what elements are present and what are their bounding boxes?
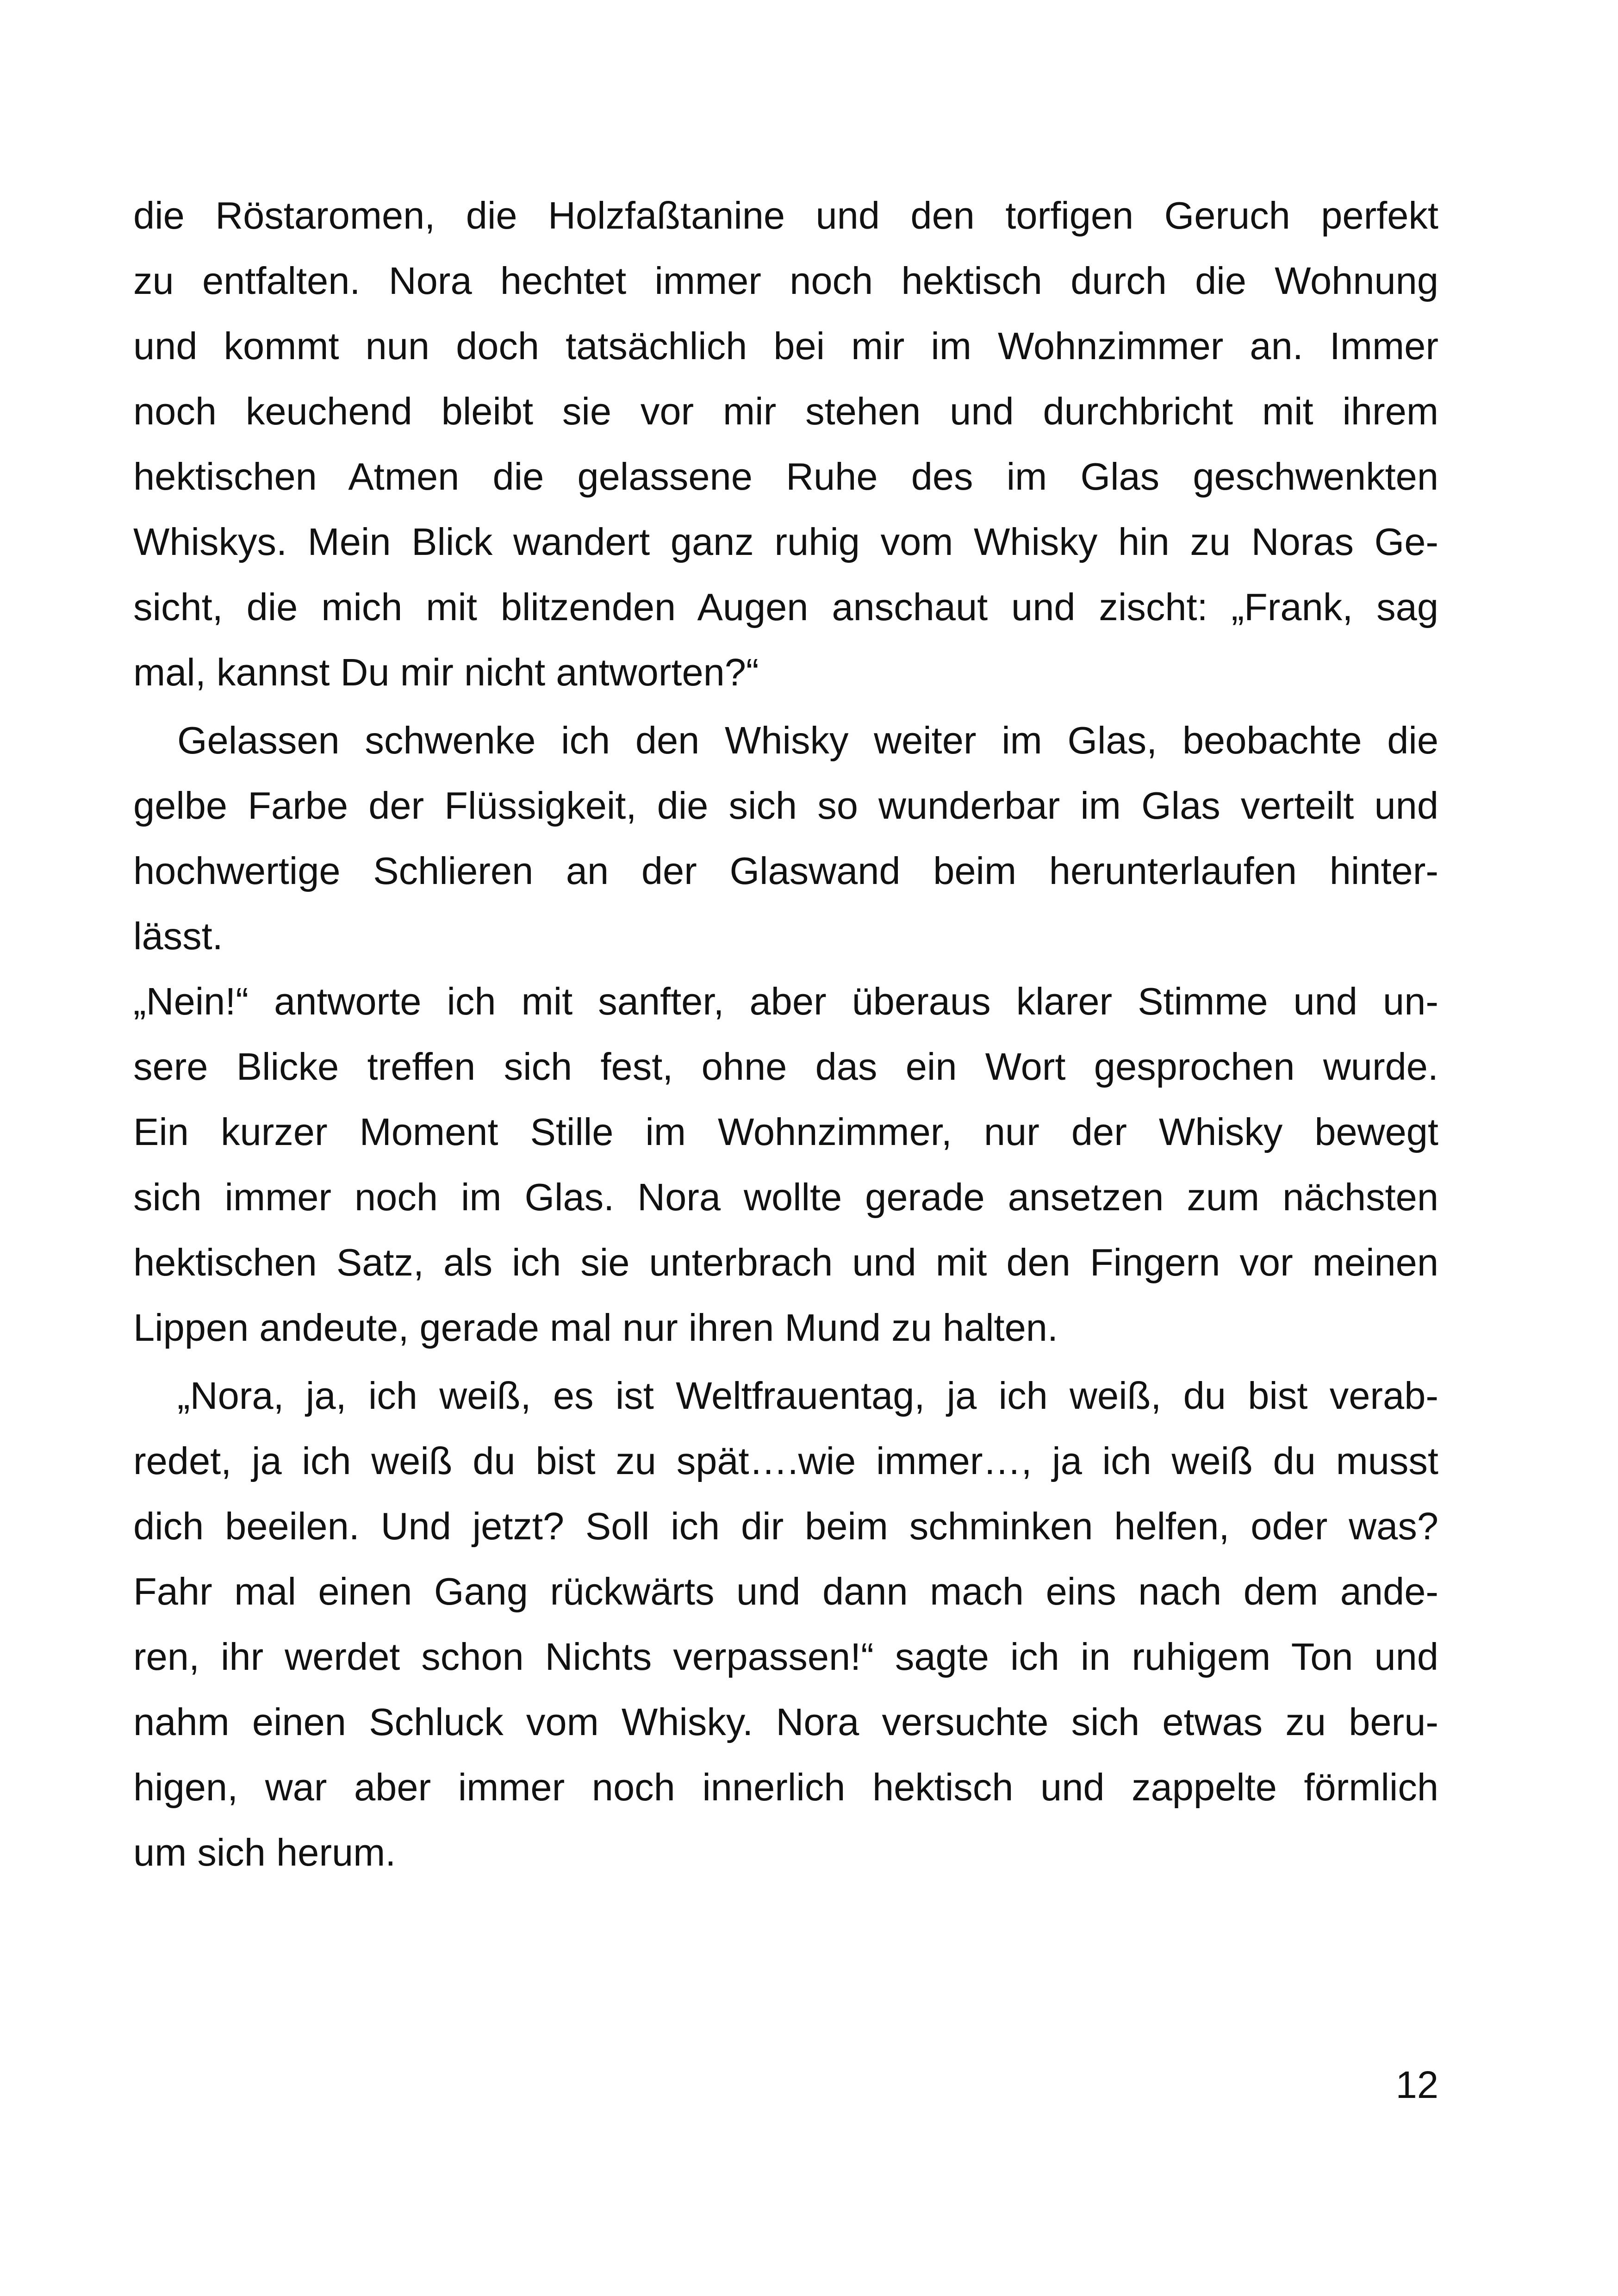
body-text bbox=[133, 183, 1438, 1885]
paragraph-4 bbox=[133, 1363, 1438, 1885]
text-line: ren, ihr werdet schon Nichts verpassen!“ sagte ich in ruhigem Ton und bbox=[133, 1635, 1438, 1678]
paragraph-1 bbox=[133, 183, 1438, 705]
text-line: die Röstaromen, die Holzfaßtanine und den torfigen Geruch perfekt bbox=[133, 194, 1438, 237]
text-line: hektischen Atmen die gelassene Ruhe des im Glas geschwenkten bbox=[133, 455, 1438, 498]
text-line: mal, kannst Du mir nicht antworten?“ bbox=[133, 651, 759, 694]
text-line: hektischen Satz, als ich sie unterbrach und mit den Fingern vor meinen bbox=[133, 1241, 1438, 1284]
text-line: „Nein!“ antworte ich mit sanfter, aber überaus klarer Stimme und un- bbox=[133, 980, 1438, 1023]
text-line: nahm einen Schluck vom Whisky. Nora versuchte sich etwas zu beru- bbox=[133, 1700, 1438, 1743]
text-line: Lippen andeute, gerade mal nur ihren Mund zu halten. bbox=[133, 1306, 1058, 1349]
text-line: „Nora, ja, ich weiß, es ist Weltfrauentag, ja ich weiß, du bist verab- bbox=[177, 1374, 1438, 1417]
text-line: higen, war aber immer noch innerlich hektisch und zappelte förmlich bbox=[133, 1766, 1438, 1809]
text-line: sicht, die mich mit blitzenden Augen anschaut und zischt: „Frank, sag bbox=[133, 585, 1438, 628]
text-line: hochwertige Schlieren an der Glaswand beim herunterlaufen hinter- bbox=[133, 849, 1438, 892]
text-line: Ein kurzer Moment Stille im Wohnzimmer, nur der Whisky bewegt bbox=[133, 1110, 1438, 1153]
text-line: Fahr mal einen Gang rückwärts und dann mach eins nach dem ande- bbox=[133, 1570, 1438, 1613]
text-line: gelbe Farbe der Flüssigkeit, die sich so wunderbar im Glas verteilt und bbox=[133, 784, 1438, 827]
text-line: um sich herum. bbox=[133, 1831, 396, 1874]
text-line: Whiskys. Mein Blick wandert ganz ruhig vom Whisky hin zu Noras Ge- bbox=[133, 520, 1438, 563]
text-line: zu entfalten. Nora hechtet immer noch hektisch durch die Wohnung bbox=[133, 259, 1438, 302]
text-line: sere Blicke treffen sich fest, ohne das ein Wort gesprochen wurde. bbox=[133, 1045, 1438, 1088]
text-line: dich beeilen. Und jetzt? Soll ich dir beim schminken helfen, oder was? bbox=[133, 1505, 1438, 1548]
text-line: und kommt nun doch tatsächlich bei mir im Wohnzimmer an. Immer bbox=[133, 324, 1438, 367]
text-line: Gelassen schwenke ich den Whisky weiter im Glas, beobachte die bbox=[177, 719, 1438, 762]
text-line: redet, ja ich weiß du bist zu spät….wie immer…, ja ich weiß du musst bbox=[133, 1439, 1438, 1482]
text-line: noch keuchend bleibt sie vor mir stehen und durchbricht mit ihrem bbox=[133, 390, 1438, 433]
text-line: lässt. bbox=[133, 915, 223, 958]
paragraph-2 bbox=[133, 708, 1438, 969]
page-number: 12 bbox=[1395, 2063, 1438, 2106]
text-line: sich immer noch im Glas. Nora wollte gerade ansetzen zum nächsten bbox=[133, 1176, 1438, 1219]
paragraph-3 bbox=[133, 969, 1438, 1360]
